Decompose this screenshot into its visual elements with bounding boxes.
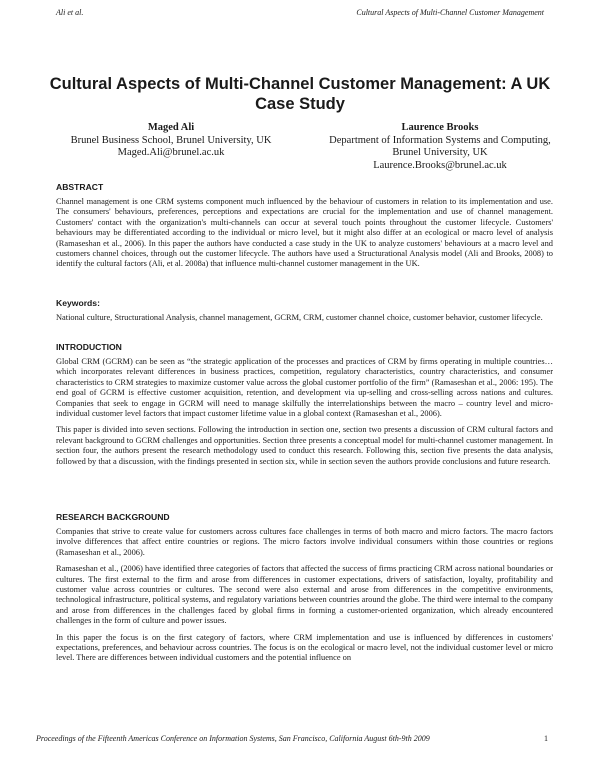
- introduction-paragraph: Global CRM (GCRM) can be seen as “the strategic application of the processes and practices of CRM by firms operating in multiple countries…which incorporates relevant differences in business practices, competition, regulatory characteristics, country characteristics, and consumer characteristics to CRM strategies to maximize customer value across the global customer portfolio of the firm” (Ramaseshan et al., 2006: 195). The end goal of GCRM is effective customer acquisition, retention, and development via up-selling and cross-selling across nations and cultures. Companies that seek to engage in GCRM will need to manage skilfully the interrelationships between the macro – country level and micro- individual customer level factors that impact customer lifetime value in a global context (Ramaseshan et al., 2006).: [56, 357, 553, 419]
- keywords-text: National culture, Structurational Analysis, channel management, GCRM, CRM, customer channel choice, customer behavior, customer lifecycle.: [56, 313, 543, 322]
- running-header-authors: Ali et al.: [56, 8, 84, 17]
- introduction-paragraph: This paper is divided into seven sections. Following the introduction in section one, section two presents a discussion of CRM cultural factors and relevant background to GCRM challenges and opportunities. Section three presents a conceptual model for multi-channel customer management. In section four, the authors present the research methodology used to conduct this research. Following this, section five presents the data analysis, followed by that a discussion, with the findings presented in section six, while in section seven the authors provide conclusions and future research.: [56, 425, 553, 466]
- keywords-heading: Keywords:: [56, 298, 100, 308]
- research-background-paragraph: Ramaseshan et al., (2006) have identified three categories of factors that affected the success of firms practicing CRM across national boundaries or cultures. The first external to the firm and arose from differences in customer expectations, drivers of satisfaction, loyalty, profitability and customer value across countries or cultures. The second were also external and arose from differences in the competitive environments, technological infrastructure, political systems, and regulatory variations between countries around the globe. The third were internal to the company and arose from differences in the challenges faced by global firms in forming a customer-oriented organization, which already encountered challenges in the form of culture and power issues.: [56, 564, 553, 626]
- keywords-section: [56, 298, 553, 329]
- author-email: Maged.Ali@brunel.ac.uk: [117, 147, 225, 158]
- paper-title: Cultural Aspects of Multi-Channel Customer Management: A UK Case Study: [49, 75, 551, 113]
- research-background-paragraph: Companies that strive to create value for customers across cultures face challenges in terms of both macro and micro factors. The macro factors involve differences that affect entire countries or regions. The micro factors involve individual consumers within those countries or regions (Ramaseshan et al., 2006).: [56, 527, 553, 557]
- research-background-section: [56, 512, 553, 670]
- abstract-heading: ABSTRACT: [56, 182, 104, 192]
- running-header-title: Cultural Aspects of Multi-Channel Customer Management: [356, 8, 544, 17]
- abstract-section: [56, 182, 553, 276]
- introduction-section: [56, 342, 553, 473]
- introduction-heading: INTRODUCTION: [56, 342, 122, 352]
- author-affiliation: Brunel Business School, Brunel University, UK: [70, 134, 272, 146]
- page-number: 1: [544, 734, 548, 743]
- author-block-1: [40, 122, 302, 160]
- author-affiliation: Department of Information Systems and Computing, Brunel University, UK: [329, 134, 551, 158]
- footer-proceedings: Proceedings of the Fifteenth Americas Conference on Information Systems, San Francisco, California August 6th-9th 2009: [36, 734, 430, 743]
- research-background-heading: RESEARCH BACKGROUND: [56, 512, 170, 522]
- author-email: Laurence.Brooks@brunel.ac.uk: [373, 159, 507, 171]
- author-name: Laurence Brooks: [401, 122, 479, 133]
- abstract-text: Channel management is one CRM systems component much influenced by the behaviour of customers in relation to its implementation and use. The consumers' behaviours, preferences, perceptions and expectations are crucial for the implementation and use of channel management. Customers' contact with the organization's multi-channels can occur at several touch points throughout the customer lifecycle. Customers' behaviours may be differentiated according to the individual or micro level, but it might also differ at an ecological or macro level of analysis (Ramaseshan et al., 2006). In this paper the authors have conducted a case study in the UK to analyze customers' behaviours at a macro level and customers channel choices, through out the customer lifecycle. The authors have used a Structurational Analysis model (Ali and Brooks, 2008) to identify the cultural factors (Ali, et al. 2008a) that influence multi-channel customer management in the UK.: [56, 197, 553, 269]
- research-background-paragraph: In this paper the focus is on the first category of factors, where CRM implementation and use is influenced by differences in customers' expectations, preferences, and behaviour across countries. The focus is on the ecological or macro level, not the individual customer level or micro level. There are differences between individual customers and the potential influence on: [56, 632, 553, 663]
- author-block-2: [320, 122, 560, 172]
- author-name: Maged Ali: [147, 122, 195, 133]
